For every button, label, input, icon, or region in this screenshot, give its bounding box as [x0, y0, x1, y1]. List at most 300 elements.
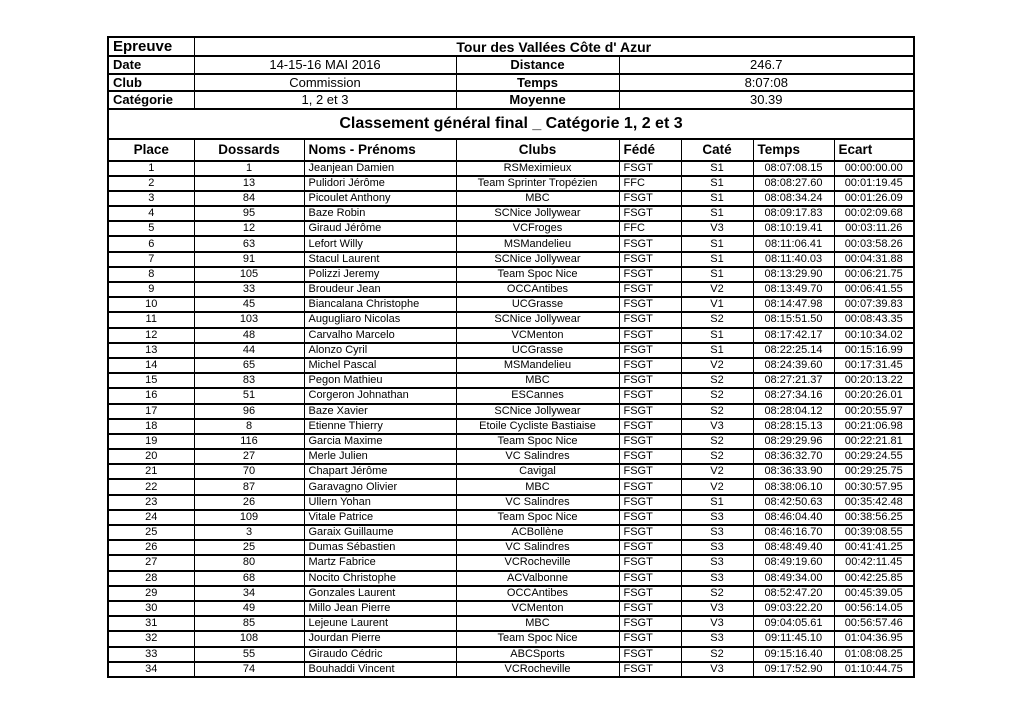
table-row: [108, 571, 914, 586]
col-header-fede: Fédé: [619, 139, 681, 161]
cell-fede: FSGT: [619, 601, 681, 616]
cell-name: Baze Robin: [304, 206, 456, 221]
cell-temps: 08:29:29.96: [753, 434, 834, 449]
table-row: [108, 601, 914, 616]
cell-fede: FSGT: [619, 236, 681, 251]
cell-fede: FSGT: [619, 388, 681, 403]
table-row: [108, 267, 914, 282]
cell-fede: FSGT: [619, 631, 681, 646]
temps-total-value: 8:07:08: [619, 74, 914, 92]
cell-name: Picoulet Anthony: [304, 191, 456, 206]
cell-club: Cavigal: [456, 464, 619, 479]
distance-label: Distance: [456, 56, 619, 74]
classification-title-row: [108, 109, 914, 139]
table-row: [108, 540, 914, 555]
table-row: [108, 434, 914, 449]
cell-club: VCRocheville: [456, 555, 619, 570]
cell-cate: S2: [681, 373, 753, 388]
cell-name: Gonzales Laurent: [304, 586, 456, 601]
cell-cate: S1: [681, 236, 753, 251]
cell-fede: FSGT: [619, 312, 681, 327]
cell-cate: V3: [681, 419, 753, 434]
cell-dossard: 49: [194, 601, 304, 616]
cell-dossard: 105: [194, 267, 304, 282]
cell-fede: FSGT: [619, 343, 681, 358]
cell-ecart: 00:20:13.22: [834, 373, 914, 388]
cell-ecart: 00:38:56.25: [834, 510, 914, 525]
cell-dossard: 13: [194, 176, 304, 191]
cell-place: 1: [108, 161, 194, 176]
cell-ecart: 00:42:25.85: [834, 571, 914, 586]
cell-ecart: 00:01:26.09: [834, 191, 914, 206]
cell-club: VC Salindres: [456, 540, 619, 555]
cell-name: Millo Jean Pierre: [304, 601, 456, 616]
epreuve-row: [108, 37, 914, 56]
cell-name: Polizzi Jeremy: [304, 267, 456, 282]
cell-temps: 08:10:19.41: [753, 221, 834, 236]
cell-name: Pulidori Jérôme: [304, 176, 456, 191]
club-row: [108, 74, 914, 92]
cell-name: Jourdan Pierre: [304, 631, 456, 646]
cell-dossard: 8: [194, 419, 304, 434]
table-row: [108, 647, 914, 662]
cell-temps: 08:09:17.83: [753, 206, 834, 221]
cell-dossard: 87: [194, 479, 304, 494]
table-row: [108, 479, 914, 494]
cell-temps: 08:08:27.60: [753, 176, 834, 191]
cell-temps: 09:03:22.20: [753, 601, 834, 616]
cell-place: 6: [108, 236, 194, 251]
table-row: [108, 388, 914, 403]
cell-ecart: 00:39:08.55: [834, 525, 914, 540]
cell-ecart: 00:03:58.26: [834, 236, 914, 251]
cell-place: 13: [108, 343, 194, 358]
cell-cate: S1: [681, 191, 753, 206]
cell-dossard: 63: [194, 236, 304, 251]
cell-temps: 08:42:50.63: [753, 495, 834, 510]
cell-fede: FSGT: [619, 328, 681, 343]
table-row: [108, 419, 914, 434]
cell-ecart: 00:22:21.81: [834, 434, 914, 449]
cell-place: 15: [108, 373, 194, 388]
cell-name: Bouhaddi Vincent: [304, 662, 456, 677]
table-row: [108, 373, 914, 388]
cell-place: 31: [108, 616, 194, 631]
cell-temps: 08:49:19.60: [753, 555, 834, 570]
cell-temps: 08:24:39.60: [753, 358, 834, 373]
categorie-value: 1, 2 et 3: [194, 91, 456, 109]
cell-place: 11: [108, 312, 194, 327]
cell-name: Biancalana Christophe: [304, 297, 456, 312]
distance-value: 246.7: [619, 56, 914, 74]
cell-name: Stacul Laurent: [304, 252, 456, 267]
table-row: [108, 191, 914, 206]
cell-ecart: 00:01:19.45: [834, 176, 914, 191]
table-row: [108, 358, 914, 373]
cell-dossard: 116: [194, 434, 304, 449]
cell-club: OCCAntibes: [456, 282, 619, 297]
cell-place: 8: [108, 267, 194, 282]
cell-ecart: 00:04:31.88: [834, 252, 914, 267]
cell-fede: FSGT: [619, 540, 681, 555]
cell-club: VCMenton: [456, 328, 619, 343]
cell-fede: FSGT: [619, 525, 681, 540]
cell-cate: V3: [681, 601, 753, 616]
categorie-row: [108, 91, 914, 109]
cell-club: ESCannes: [456, 388, 619, 403]
cell-fede: FSGT: [619, 282, 681, 297]
cell-temps: 08:46:16.70: [753, 525, 834, 540]
cell-temps: 09:15:16.40: [753, 647, 834, 662]
cell-name: Giraud Jérôme: [304, 221, 456, 236]
cell-dossard: 103: [194, 312, 304, 327]
cell-ecart: 00:03:11.26: [834, 221, 914, 236]
results-sheet: [107, 36, 915, 678]
cell-club: MSMandelieu: [456, 358, 619, 373]
cell-place: 18: [108, 419, 194, 434]
cell-ecart: 00:56:57.46: [834, 616, 914, 631]
table-row: [108, 297, 914, 312]
cell-club: SCNice Jollywear: [456, 404, 619, 419]
cell-ecart: 00:02:09.68: [834, 206, 914, 221]
cell-temps: 08:49:34.00: [753, 571, 834, 586]
event-title: Tour des Vallées Côte d' Azur: [194, 37, 914, 56]
cell-place: 34: [108, 662, 194, 677]
cell-fede: FSGT: [619, 510, 681, 525]
cell-club: VCMenton: [456, 601, 619, 616]
table-row: [108, 510, 914, 525]
cell-ecart: 00:15:16.99: [834, 343, 914, 358]
cell-fede: FSGT: [619, 297, 681, 312]
cell-fede: FSGT: [619, 252, 681, 267]
col-header-dossards: Dossards: [194, 139, 304, 161]
cell-name: Nocito Christophe: [304, 571, 456, 586]
table-row: [108, 525, 914, 540]
table-row: [108, 495, 914, 510]
table-row: [108, 161, 914, 176]
cell-club: MBC: [456, 373, 619, 388]
cell-dossard: 12: [194, 221, 304, 236]
cell-dossard: 27: [194, 449, 304, 464]
col-header-place: Place: [108, 139, 194, 161]
cell-fede: FSGT: [619, 662, 681, 677]
cell-temps: 08:28:15.13: [753, 419, 834, 434]
cell-name: Pegon Mathieu: [304, 373, 456, 388]
cell-temps: 09:17:52.90: [753, 662, 834, 677]
col-header-noms: Noms - Prénoms: [304, 139, 456, 161]
cell-fede: FSGT: [619, 464, 681, 479]
cell-cate: V3: [681, 616, 753, 631]
cell-name: Corgeron Johnathan: [304, 388, 456, 403]
cell-place: 23: [108, 495, 194, 510]
cell-name: Giraudo Cédric: [304, 647, 456, 662]
cell-temps: 08:17:42.17: [753, 328, 834, 343]
cell-cate: S1: [681, 176, 753, 191]
cell-temps: 08:27:21.37: [753, 373, 834, 388]
cell-temps: 08:28:04.12: [753, 404, 834, 419]
results-tbody: [108, 37, 914, 677]
cell-name: Dumas Sébastien: [304, 540, 456, 555]
cell-dossard: 34: [194, 586, 304, 601]
cell-ecart: 01:04:36.95: [834, 631, 914, 646]
cell-fede: FSGT: [619, 571, 681, 586]
cell-temps: 08:27:34.16: [753, 388, 834, 403]
cell-place: 28: [108, 571, 194, 586]
cell-dossard: 55: [194, 647, 304, 662]
cell-ecart: 00:35:42.48: [834, 495, 914, 510]
cell-dossard: 45: [194, 297, 304, 312]
cell-fede: FSGT: [619, 555, 681, 570]
cell-temps: 09:04:05.61: [753, 616, 834, 631]
cell-club: MBC: [456, 191, 619, 206]
cell-club: MBC: [456, 616, 619, 631]
cell-dossard: 70: [194, 464, 304, 479]
cell-place: 29: [108, 586, 194, 601]
table-row: [108, 555, 914, 570]
cell-place: 30: [108, 601, 194, 616]
table-header-row: [108, 139, 914, 161]
cell-temps: 08:13:29.90: [753, 267, 834, 282]
cell-club: UCGrasse: [456, 343, 619, 358]
cell-place: 9: [108, 282, 194, 297]
cell-ecart: 00:06:21.75: [834, 267, 914, 282]
cell-place: 17: [108, 404, 194, 419]
cell-temps: 08:08:34.24: [753, 191, 834, 206]
cell-cate: S2: [681, 388, 753, 403]
cell-club: Etoile Cycliste Bastiaise: [456, 419, 619, 434]
categorie-label: Catégorie: [108, 91, 194, 109]
cell-name: Garaix Guillaume: [304, 525, 456, 540]
cell-club: Team Spoc Nice: [456, 434, 619, 449]
cell-dossard: 48: [194, 328, 304, 343]
cell-club: SCNice Jollywear: [456, 206, 619, 221]
cell-fede: FSGT: [619, 373, 681, 388]
cell-cate: S1: [681, 206, 753, 221]
cell-ecart: 00:10:34.02: [834, 328, 914, 343]
cell-cate: S3: [681, 555, 753, 570]
cell-place: 2: [108, 176, 194, 191]
cell-cate: V3: [681, 662, 753, 677]
cell-cate: V3: [681, 221, 753, 236]
cell-fede: FSGT: [619, 404, 681, 419]
cell-dossard: 83: [194, 373, 304, 388]
cell-place: 7: [108, 252, 194, 267]
cell-temps: 08:14:47.98: [753, 297, 834, 312]
cell-ecart: 00:30:57.95: [834, 479, 914, 494]
cell-fede: FSGT: [619, 267, 681, 282]
col-header-clubs: Clubs: [456, 139, 619, 161]
cell-dossard: 85: [194, 616, 304, 631]
cell-cate: S1: [681, 161, 753, 176]
cell-name: Martz Fabrice: [304, 555, 456, 570]
cell-name: Vitale Patrice: [304, 510, 456, 525]
classification-title: Classement général final _ Catégorie 1, 2 et 3: [108, 109, 914, 139]
cell-ecart: 00:20:55.97: [834, 404, 914, 419]
cell-club: RSMeximieux: [456, 161, 619, 176]
cell-cate: V2: [681, 282, 753, 297]
table-row: [108, 662, 914, 677]
cell-name: Michel Pascal: [304, 358, 456, 373]
cell-club: MBC: [456, 479, 619, 494]
cell-cate: V2: [681, 358, 753, 373]
table-row: [108, 328, 914, 343]
cell-dossard: 108: [194, 631, 304, 646]
cell-cate: V1: [681, 297, 753, 312]
cell-fede: FSGT: [619, 191, 681, 206]
cell-temps: 08:38:06.10: [753, 479, 834, 494]
cell-name: Merle Julien: [304, 449, 456, 464]
cell-place: 26: [108, 540, 194, 555]
cell-fede: FFC: [619, 176, 681, 191]
cell-ecart: 00:06:41.55: [834, 282, 914, 297]
cell-place: 32: [108, 631, 194, 646]
cell-ecart: 00:17:31.45: [834, 358, 914, 373]
table-row: [108, 282, 914, 297]
cell-temps: 08:11:40.03: [753, 252, 834, 267]
cell-place: 12: [108, 328, 194, 343]
cell-club: ACBollène: [456, 525, 619, 540]
cell-place: 10: [108, 297, 194, 312]
cell-fede: FSGT: [619, 616, 681, 631]
cell-ecart: 00:41:41.25: [834, 540, 914, 555]
date-label: Date: [108, 56, 194, 74]
cell-fede: FFC: [619, 221, 681, 236]
table-row: [108, 449, 914, 464]
table-row: [108, 206, 914, 221]
cell-name: Baze Xavier: [304, 404, 456, 419]
cell-dossard: 3: [194, 525, 304, 540]
table-row: [108, 176, 914, 191]
table-row: [108, 252, 914, 267]
cell-ecart: 00:00:00.00: [834, 161, 914, 176]
cell-place: 5: [108, 221, 194, 236]
cell-fede: FSGT: [619, 647, 681, 662]
cell-name: Broudeur Jean: [304, 282, 456, 297]
cell-cate: S3: [681, 525, 753, 540]
cell-fede: FSGT: [619, 495, 681, 510]
date-row: [108, 56, 914, 74]
cell-place: 21: [108, 464, 194, 479]
cell-dossard: 84: [194, 191, 304, 206]
cell-club: MSMandelieu: [456, 236, 619, 251]
cell-ecart: 00:21:06.98: [834, 419, 914, 434]
cell-cate: S3: [681, 510, 753, 525]
cell-ecart: 00:08:43.35: [834, 312, 914, 327]
cell-ecart: 00:20:26.01: [834, 388, 914, 403]
cell-club: Team Spoc Nice: [456, 510, 619, 525]
cell-ecart: 00:42:11.45: [834, 555, 914, 570]
cell-ecart: 01:10:44.75: [834, 662, 914, 677]
cell-place: 14: [108, 358, 194, 373]
cell-fede: FSGT: [619, 358, 681, 373]
date-value: 14-15-16 MAI 2016: [194, 56, 456, 74]
cell-temps: 08:22:25.14: [753, 343, 834, 358]
cell-cate: S1: [681, 495, 753, 510]
cell-fede: FSGT: [619, 206, 681, 221]
cell-fede: FSGT: [619, 449, 681, 464]
cell-ecart: 00:56:14.05: [834, 601, 914, 616]
table-row: [108, 404, 914, 419]
epreuve-label: Epreuve: [108, 37, 194, 56]
cell-cate: S1: [681, 343, 753, 358]
cell-dossard: 80: [194, 555, 304, 570]
col-header-temps: Temps: [753, 139, 834, 161]
cell-club: Team Spoc Nice: [456, 631, 619, 646]
cell-name: Jeanjean Damien: [304, 161, 456, 176]
cell-cate: S2: [681, 434, 753, 449]
cell-dossard: 96: [194, 404, 304, 419]
cell-place: 4: [108, 206, 194, 221]
cell-cate: S2: [681, 586, 753, 601]
cell-cate: S3: [681, 571, 753, 586]
club-value: Commission: [194, 74, 456, 92]
cell-dossard: 109: [194, 510, 304, 525]
cell-name: Ullern Yohan: [304, 495, 456, 510]
cell-dossard: 65: [194, 358, 304, 373]
cell-club: Team Spoc Nice: [456, 267, 619, 282]
cell-fede: FSGT: [619, 419, 681, 434]
cell-club: SCNice Jollywear: [456, 312, 619, 327]
cell-dossard: 95: [194, 206, 304, 221]
cell-ecart: 00:45:39.05: [834, 586, 914, 601]
moyenne-value: 30.39: [619, 91, 914, 109]
moyenne-label: Moyenne: [456, 91, 619, 109]
cell-temps: 08:36:33.90: [753, 464, 834, 479]
cell-temps: 08:15:51.50: [753, 312, 834, 327]
cell-place: 25: [108, 525, 194, 540]
cell-place: 3: [108, 191, 194, 206]
cell-cate: S2: [681, 312, 753, 327]
cell-name: Garcia Maxime: [304, 434, 456, 449]
cell-name: Chapart Jérôme: [304, 464, 456, 479]
cell-cate: V2: [681, 464, 753, 479]
table-row: [108, 616, 914, 631]
table-row: [108, 312, 914, 327]
cell-cate: S1: [681, 252, 753, 267]
cell-cate: S3: [681, 540, 753, 555]
cell-club: VCFroges: [456, 221, 619, 236]
cell-name: Lefort Willy: [304, 236, 456, 251]
cell-dossard: 25: [194, 540, 304, 555]
cell-ecart: 00:29:25.75: [834, 464, 914, 479]
cell-name: Garavagno Olivier: [304, 479, 456, 494]
table-row: [108, 464, 914, 479]
cell-name: Augugliaro Nicolas: [304, 312, 456, 327]
cell-fede: FSGT: [619, 161, 681, 176]
cell-cate: V2: [681, 479, 753, 494]
cell-club: ABCSports: [456, 647, 619, 662]
cell-dossard: 51: [194, 388, 304, 403]
cell-club: ACValbonne: [456, 571, 619, 586]
cell-ecart: 01:08:08.25: [834, 647, 914, 662]
cell-place: 24: [108, 510, 194, 525]
cell-dossard: 26: [194, 495, 304, 510]
cell-dossard: 1: [194, 161, 304, 176]
cell-cate: S2: [681, 404, 753, 419]
cell-fede: FSGT: [619, 479, 681, 494]
cell-cate: S1: [681, 267, 753, 282]
table-row: [108, 236, 914, 251]
cell-name: Alonzo Cyril: [304, 343, 456, 358]
cell-temps: 08:46:04.40: [753, 510, 834, 525]
cell-ecart: 00:07:39.83: [834, 297, 914, 312]
cell-temps: 08:36:32.70: [753, 449, 834, 464]
cell-temps: 08:13:49.70: [753, 282, 834, 297]
cell-club: Team Sprinter Tropézien: [456, 176, 619, 191]
cell-ecart: 00:29:24.55: [834, 449, 914, 464]
cell-name: Lejeune Laurent: [304, 616, 456, 631]
cell-place: 33: [108, 647, 194, 662]
